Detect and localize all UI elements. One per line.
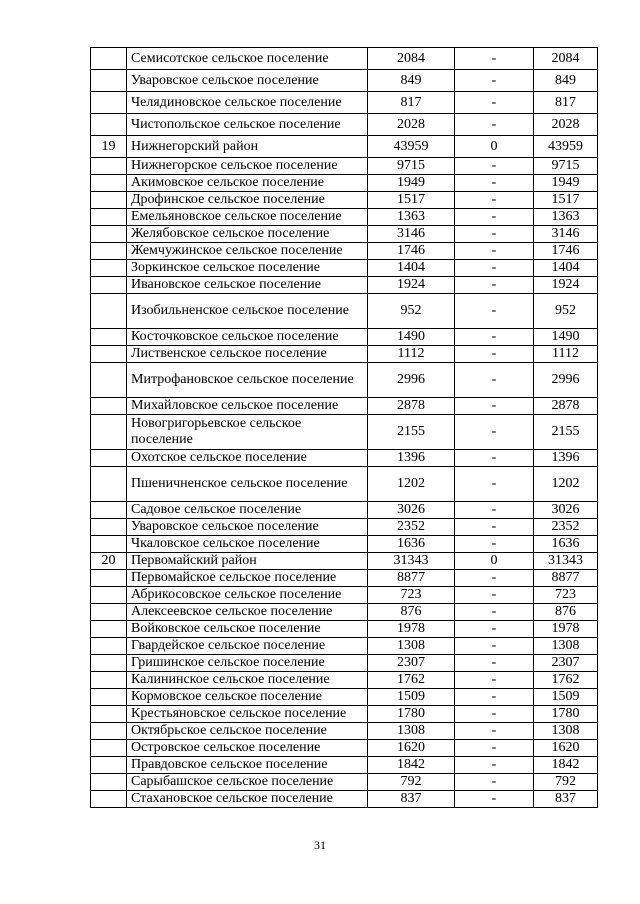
value-cell-total: 1636 xyxy=(368,536,455,553)
value-cell-result: 817 xyxy=(534,92,598,114)
value-cell-total: 3146 xyxy=(368,226,455,243)
settlement-row xyxy=(91,450,598,467)
value-cell-result: 2878 xyxy=(534,398,598,415)
settlement-row xyxy=(91,655,598,672)
value-cell-total: 2352 xyxy=(368,519,455,536)
value-cell-change: - xyxy=(455,450,534,467)
settlement-row xyxy=(91,363,598,398)
row-number-cell xyxy=(91,450,127,467)
value-cell-total: 1924 xyxy=(368,277,455,294)
name-cell: Чкаловское сельское поселение xyxy=(127,536,368,553)
settlement-row xyxy=(91,502,598,519)
page-number: 31 xyxy=(314,838,326,852)
value-cell-total: 2996 xyxy=(368,363,455,398)
row-number-cell xyxy=(91,398,127,415)
row-number-cell xyxy=(91,689,127,706)
name-cell: Семисотское сельское поселение xyxy=(127,48,368,70)
value-cell-result: 1308 xyxy=(534,638,598,655)
value-cell-total: 1396 xyxy=(368,450,455,467)
row-number-cell xyxy=(91,346,127,363)
value-cell-result: 1396 xyxy=(534,450,598,467)
value-cell-result: 9715 xyxy=(534,158,598,175)
value-cell-result: 1620 xyxy=(534,740,598,757)
name-cell: Октябрьское сельское поселение xyxy=(127,723,368,740)
settlement-row xyxy=(91,621,598,638)
value-cell-change: - xyxy=(455,398,534,415)
name-cell: Уваровское сельское поселение xyxy=(127,519,368,536)
row-number-cell xyxy=(91,192,127,209)
settlement-row xyxy=(91,791,598,808)
value-cell-change: - xyxy=(455,536,534,553)
value-cell-total: 2084 xyxy=(368,48,455,70)
row-number-cell xyxy=(91,209,127,226)
value-cell-change: 0 xyxy=(455,553,534,570)
settlement-row xyxy=(91,114,598,136)
row-number-cell xyxy=(91,329,127,346)
value-cell-result: 2352 xyxy=(534,519,598,536)
value-cell-result: 876 xyxy=(534,604,598,621)
name-cell: Дрофинское сельское поселение xyxy=(127,192,368,209)
name-cell: Первомайский район xyxy=(127,553,368,570)
row-number-cell xyxy=(91,519,127,536)
settlement-row xyxy=(91,740,598,757)
value-cell-change: - xyxy=(455,791,534,808)
row-number-cell xyxy=(91,774,127,791)
row-number-cell xyxy=(91,92,127,114)
value-cell-change: - xyxy=(455,706,534,723)
value-cell-change: 0 xyxy=(455,136,534,158)
value-cell-total: 2155 xyxy=(368,415,455,450)
settlement-row xyxy=(91,757,598,774)
value-cell-change: - xyxy=(455,260,534,277)
value-cell-change: - xyxy=(455,519,534,536)
value-cell-result: 837 xyxy=(534,791,598,808)
value-cell-total: 952 xyxy=(368,294,455,329)
name-cell: Митрофановское сельское поселение xyxy=(127,363,368,398)
name-cell: Изобильненское сельское поселение xyxy=(127,294,368,329)
settlement-row xyxy=(91,536,598,553)
name-cell: Акимовское сельское поселение xyxy=(127,175,368,192)
value-cell-change: - xyxy=(455,774,534,791)
settlement-row xyxy=(91,48,598,70)
value-cell-result: 1202 xyxy=(534,467,598,502)
row-number-cell xyxy=(91,243,127,260)
row-number-cell xyxy=(91,277,127,294)
value-cell-change: - xyxy=(455,226,534,243)
row-number-cell xyxy=(91,621,127,638)
value-cell-result: 3146 xyxy=(534,226,598,243)
value-cell-change: - xyxy=(455,655,534,672)
value-cell-total: 1620 xyxy=(368,740,455,757)
value-cell-total: 1780 xyxy=(368,706,455,723)
value-cell-result: 1842 xyxy=(534,757,598,774)
value-cell-result: 1978 xyxy=(534,621,598,638)
name-cell: Косточковское сельское поселение xyxy=(127,329,368,346)
settlement-row xyxy=(91,192,598,209)
value-cell-result: 2996 xyxy=(534,363,598,398)
row-number-cell xyxy=(91,226,127,243)
value-cell-result: 1308 xyxy=(534,723,598,740)
value-cell-result: 2307 xyxy=(534,655,598,672)
settlement-row xyxy=(91,92,598,114)
value-cell-change: - xyxy=(455,415,534,450)
value-cell-result: 1517 xyxy=(534,192,598,209)
value-cell-total: 1112 xyxy=(368,346,455,363)
value-cell-result: 1404 xyxy=(534,260,598,277)
settlement-row xyxy=(91,467,598,502)
value-cell-result: 952 xyxy=(534,294,598,329)
settlement-row xyxy=(91,260,598,277)
row-number-cell xyxy=(91,536,127,553)
value-cell-result: 1762 xyxy=(534,672,598,689)
name-cell: Новогригорьевское сельское поселение xyxy=(127,415,368,450)
name-cell: Емельяновское сельское поселение xyxy=(127,209,368,226)
value-cell-result: 8877 xyxy=(534,570,598,587)
name-cell: Уваровское сельское поселение xyxy=(127,70,368,92)
value-cell-total: 2878 xyxy=(368,398,455,415)
value-cell-total: 31343 xyxy=(368,553,455,570)
settlement-row xyxy=(91,277,598,294)
value-cell-total: 817 xyxy=(368,92,455,114)
value-cell-result: 43959 xyxy=(534,136,598,158)
value-cell-change: - xyxy=(455,209,534,226)
value-cell-change: - xyxy=(455,243,534,260)
name-cell: Сарыбашское сельское поселение xyxy=(127,774,368,791)
value-cell-total: 1517 xyxy=(368,192,455,209)
settlement-row xyxy=(91,604,598,621)
value-cell-total: 1746 xyxy=(368,243,455,260)
row-number-cell xyxy=(91,604,127,621)
value-cell-change: - xyxy=(455,329,534,346)
value-cell-result: 792 xyxy=(534,774,598,791)
row-number-cell xyxy=(91,70,127,92)
value-cell-total: 1842 xyxy=(368,757,455,774)
row-number-cell xyxy=(91,672,127,689)
row-number-cell xyxy=(91,175,127,192)
value-cell-result: 1949 xyxy=(534,175,598,192)
row-number-cell xyxy=(91,740,127,757)
value-cell-change: - xyxy=(455,363,534,398)
value-cell-change: - xyxy=(455,158,534,175)
value-cell-result: 1746 xyxy=(534,243,598,260)
value-cell-result: 1363 xyxy=(534,209,598,226)
value-cell-result: 723 xyxy=(534,587,598,604)
settlement-row xyxy=(91,672,598,689)
value-cell-change: - xyxy=(455,672,534,689)
settlement-row xyxy=(91,243,598,260)
value-cell-change: - xyxy=(455,114,534,136)
name-cell: Жемчужинское сельское поселение xyxy=(127,243,368,260)
value-cell-result: 1509 xyxy=(534,689,598,706)
settlement-row xyxy=(91,346,598,363)
value-cell-change: - xyxy=(455,587,534,604)
value-cell-change: - xyxy=(455,689,534,706)
settlement-row xyxy=(91,398,598,415)
value-cell-result: 1780 xyxy=(534,706,598,723)
value-cell-total: 1949 xyxy=(368,175,455,192)
name-cell: Чистопольское сельское поселение xyxy=(127,114,368,136)
value-cell-total: 2307 xyxy=(368,655,455,672)
name-cell: Крестьяновское сельское поселение xyxy=(127,706,368,723)
name-cell: Нижнегорское сельское поселение xyxy=(127,158,368,175)
name-cell: Лиственское сельское поселение xyxy=(127,346,368,363)
value-cell-total: 1762 xyxy=(368,672,455,689)
value-cell-total: 792 xyxy=(368,774,455,791)
settlement-row xyxy=(91,226,598,243)
value-cell-total: 1202 xyxy=(368,467,455,502)
settlement-row xyxy=(91,175,598,192)
row-number-cell xyxy=(91,723,127,740)
name-cell: Кормовское сельское поселение xyxy=(127,689,368,706)
value-cell-change: - xyxy=(455,346,534,363)
row-number-cell xyxy=(91,294,127,329)
row-number-cell xyxy=(91,638,127,655)
settlement-row xyxy=(91,415,598,450)
settlement-row xyxy=(91,774,598,791)
settlement-row xyxy=(91,638,598,655)
settlement-row xyxy=(91,570,598,587)
value-cell-change: - xyxy=(455,604,534,621)
value-cell-change: - xyxy=(455,175,534,192)
name-cell: Охотское сельское поселение xyxy=(127,450,368,467)
value-cell-change: - xyxy=(455,638,534,655)
value-cell-result: 3026 xyxy=(534,502,598,519)
row-number-cell xyxy=(91,706,127,723)
value-cell-change: - xyxy=(455,467,534,502)
value-cell-total: 3026 xyxy=(368,502,455,519)
table-body xyxy=(91,48,598,808)
name-cell: Островское сельское поселение xyxy=(127,740,368,757)
name-cell: Абрикосовское сельское поселение xyxy=(127,587,368,604)
value-cell-change: - xyxy=(455,48,534,70)
district-row xyxy=(91,136,598,158)
value-cell-change: - xyxy=(455,570,534,587)
value-cell-result: 1924 xyxy=(534,277,598,294)
row-number-cell: 19 xyxy=(91,136,127,158)
value-cell-change: - xyxy=(455,294,534,329)
value-cell-result: 1490 xyxy=(534,329,598,346)
settlement-row xyxy=(91,329,598,346)
value-cell-total: 1308 xyxy=(368,723,455,740)
value-cell-result: 849 xyxy=(534,70,598,92)
value-cell-total: 837 xyxy=(368,791,455,808)
value-cell-total: 1363 xyxy=(368,209,455,226)
row-number-cell xyxy=(91,791,127,808)
value-cell-change: - xyxy=(455,502,534,519)
name-cell: Ивановское сельское поселение xyxy=(127,277,368,294)
settlement-row xyxy=(91,587,598,604)
value-cell-total: 1490 xyxy=(368,329,455,346)
row-number-cell xyxy=(91,655,127,672)
value-cell-result: 2084 xyxy=(534,48,598,70)
value-cell-result: 1112 xyxy=(534,346,598,363)
row-number-cell xyxy=(91,363,127,398)
row-number-cell: 20 xyxy=(91,553,127,570)
value-cell-total: 723 xyxy=(368,587,455,604)
district-row xyxy=(91,553,598,570)
value-cell-total: 9715 xyxy=(368,158,455,175)
population-table xyxy=(90,47,598,808)
name-cell: Гришинское сельское поселение xyxy=(127,655,368,672)
row-number-cell xyxy=(91,158,127,175)
value-cell-change: - xyxy=(455,192,534,209)
value-cell-total: 1308 xyxy=(368,638,455,655)
row-number-cell xyxy=(91,502,127,519)
name-cell: Желябовское сельское поселение xyxy=(127,226,368,243)
value-cell-result: 2028 xyxy=(534,114,598,136)
settlement-row xyxy=(91,723,598,740)
value-cell-change: - xyxy=(455,723,534,740)
row-number-cell xyxy=(91,757,127,774)
value-cell-change: - xyxy=(455,740,534,757)
name-cell: Первомайское сельское поселение xyxy=(127,570,368,587)
value-cell-change: - xyxy=(455,70,534,92)
settlement-row xyxy=(91,519,598,536)
name-cell: Зоркинское сельское поселение xyxy=(127,260,368,277)
name-cell: Нижнегорский район xyxy=(127,136,368,158)
value-cell-total: 876 xyxy=(368,604,455,621)
value-cell-total: 2028 xyxy=(368,114,455,136)
row-number-cell xyxy=(91,570,127,587)
row-number-cell xyxy=(91,467,127,502)
name-cell: Правдовское сельское поселение xyxy=(127,757,368,774)
value-cell-total: 1978 xyxy=(368,621,455,638)
name-cell: Калининское сельское поселение xyxy=(127,672,368,689)
name-cell: Челядиновское сельское поселение xyxy=(127,92,368,114)
value-cell-total: 1404 xyxy=(368,260,455,277)
name-cell: Стахановское сельское поселение xyxy=(127,791,368,808)
value-cell-result: 2155 xyxy=(534,415,598,450)
value-cell-change: - xyxy=(455,92,534,114)
row-number-cell xyxy=(91,114,127,136)
settlement-row xyxy=(91,689,598,706)
name-cell: Михайловское сельское поселение xyxy=(127,398,368,415)
name-cell: Садовое сельское поселение xyxy=(127,502,368,519)
value-cell-result: 31343 xyxy=(534,553,598,570)
value-cell-change: - xyxy=(455,757,534,774)
value-cell-total: 849 xyxy=(368,70,455,92)
row-number-cell xyxy=(91,587,127,604)
value-cell-change: - xyxy=(455,277,534,294)
value-cell-result: 1636 xyxy=(534,536,598,553)
name-cell: Пшеничненское сельское поселение xyxy=(127,467,368,502)
settlement-row xyxy=(91,209,598,226)
value-cell-total: 8877 xyxy=(368,570,455,587)
name-cell: Гвардейское сельское поселение xyxy=(127,638,368,655)
row-number-cell xyxy=(91,48,127,70)
settlement-row xyxy=(91,70,598,92)
name-cell: Войковское сельское поселение xyxy=(127,621,368,638)
settlement-row xyxy=(91,294,598,329)
value-cell-total: 1509 xyxy=(368,689,455,706)
name-cell: Алексеевское сельское поселение xyxy=(127,604,368,621)
settlement-row xyxy=(91,706,598,723)
row-number-cell xyxy=(91,415,127,450)
value-cell-change: - xyxy=(455,621,534,638)
value-cell-total: 43959 xyxy=(368,136,455,158)
row-number-cell xyxy=(91,260,127,277)
settlement-row xyxy=(91,158,598,175)
